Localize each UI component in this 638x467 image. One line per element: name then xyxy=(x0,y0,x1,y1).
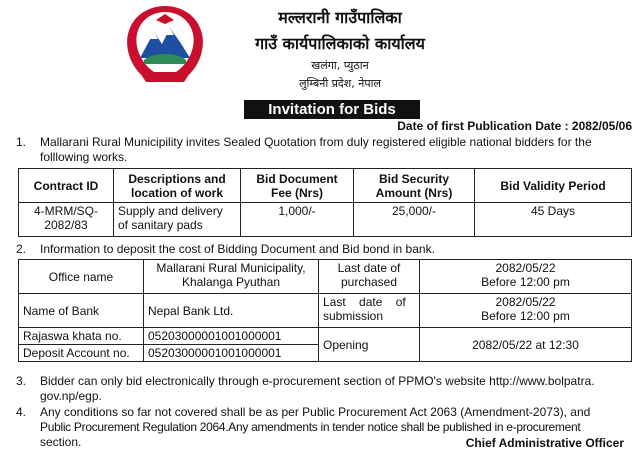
office-name-label: Office name xyxy=(19,260,144,294)
header-contract-id: Contract ID xyxy=(19,169,114,203)
document-title: Invitation for Bids xyxy=(244,100,420,119)
header-line-4: लुम्बिनी प्रदेश, नेपाल xyxy=(299,77,381,90)
item-1-line: Mallarani Rural Municipility invites Sealed Quotation from duly registered eligible national bidders for the xyxy=(40,135,592,149)
deposit-account-label: Deposit Account no. xyxy=(19,345,144,362)
deposit-table xyxy=(18,259,632,362)
header-line-3: खलंगा, प्युठान xyxy=(311,59,369,72)
item-4-line: section. xyxy=(40,435,82,449)
item-4-line: Any conditions so far not covered shall be as per Public Procurement Act 2063 (Amendment-2073), and xyxy=(40,405,591,419)
rajaswa-label: Rajaswa khata no. xyxy=(19,328,144,345)
office-name-value: Mallarani Rural Municipality, Khalanga Pyuthan xyxy=(144,260,319,294)
item-4-line: Public Procurement Regulation 2064.Any amendments in tender notice shall be published in e-procurement xyxy=(40,420,581,434)
cell-contract-id: 4-MRM/SQ- 2082/83 xyxy=(19,203,114,237)
purchase-date-value: 2082/05/22 Before 12:00 pm xyxy=(420,260,632,294)
opening-value: 2082/05/22 at 12:30 xyxy=(420,328,632,362)
cell-description: Supply and delivery of sanitary pads xyxy=(114,203,241,237)
bid-table xyxy=(18,168,632,237)
header-line-2: गाउँ कार्यपालिकाको कार्यालय xyxy=(255,34,425,53)
item-number: 1. xyxy=(16,135,27,149)
deposit-account-value: 05203000001001000001 xyxy=(144,345,319,362)
header-bid-security: Bid Security Amount (Nrs) xyxy=(354,169,475,203)
header-line-1: मल्लरानी गाउँपालिका xyxy=(278,8,402,27)
item-1-line: folllowing works. xyxy=(40,150,128,164)
item-number: 2. xyxy=(16,242,27,256)
header-description: Descriptions and location of work xyxy=(114,169,241,203)
cell-validity: 45 Days xyxy=(475,203,632,237)
opening-label: Opening xyxy=(319,328,420,362)
item-number: 4. xyxy=(16,405,27,419)
item-3-text xyxy=(40,374,595,404)
bank-name-label: Name of Bank xyxy=(19,294,144,328)
item-1-text xyxy=(40,135,632,165)
bank-name-value: Nepal Bank Ltd. xyxy=(144,294,319,328)
purchase-date-label: Last date of purchased xyxy=(319,260,420,294)
submission-date-label: Last date of submission xyxy=(319,294,420,328)
item-2-text: Information to deposit the cost of Bidding Document and Bid bond in bank. xyxy=(40,242,435,256)
cell-bid-security: 25,000/- xyxy=(354,203,475,237)
header-document-fee: Bid Document Fee (Nrs) xyxy=(241,169,354,203)
item-3-line: gov.np/egp. xyxy=(40,389,102,403)
item-number: 3. xyxy=(16,374,27,388)
signature-title: Chief Administrative Officer xyxy=(465,436,624,450)
item-3-line: Bidder can only bid electronically through e-procurement section of PPMO's website http://www.bolpatra. xyxy=(40,374,595,388)
submission-date-value: 2082/05/22 Before 12:00 pm xyxy=(420,294,632,328)
header-validity: Bid Validity Period xyxy=(475,169,632,203)
cell-document-fee: 1,000/- xyxy=(241,203,354,237)
publication-date: Date of first Publication Date : 2082/05/06 xyxy=(397,119,632,133)
rajaswa-value: 05203000001001000001 xyxy=(144,328,319,345)
